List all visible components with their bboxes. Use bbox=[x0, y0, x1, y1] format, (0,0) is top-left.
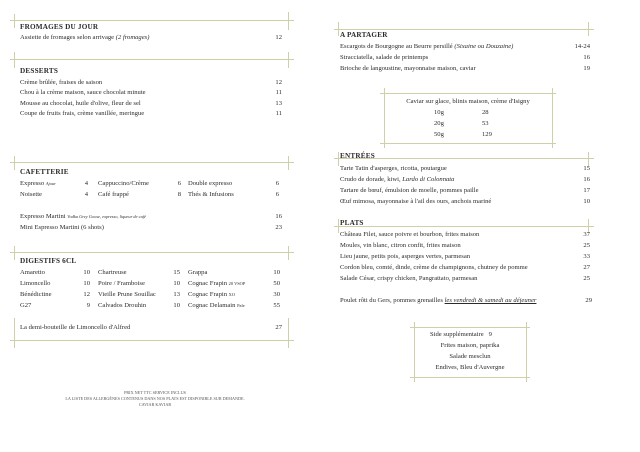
menu-item: Tartare de bœuf, émulsion de moelle, pommes paille bbox=[340, 187, 479, 194]
side-item: Frites maison, paprika bbox=[440, 342, 500, 349]
divider bbox=[410, 377, 530, 378]
menu-item bbox=[340, 175, 454, 185]
menu-item: La demi-bouteille de Limoncello d'Alfred bbox=[20, 324, 131, 331]
menu-item: Château Filet, sauce poivre et bourbon, frites maison bbox=[340, 231, 480, 238]
side-item: Salade mesclun bbox=[449, 353, 491, 360]
section-title-cafetterie: CAFETTERIE bbox=[20, 168, 69, 176]
divider bbox=[410, 327, 530, 328]
divider bbox=[338, 22, 339, 36]
item-price: 8 bbox=[177, 191, 181, 198]
divider bbox=[288, 318, 289, 348]
menu-item: G27 bbox=[20, 302, 32, 309]
item-name: Expresso Martini bbox=[20, 213, 68, 220]
caviar-weight: 10g bbox=[434, 109, 444, 116]
menu-item bbox=[188, 279, 245, 289]
sides-title-label: Side supplémentaire bbox=[430, 331, 484, 338]
item-name: Crudo de dorade, kiwi, bbox=[340, 176, 403, 183]
menu-item: Mousse au chocolat, huile d'olive, fleur de sel bbox=[20, 100, 141, 107]
item-price: 25 bbox=[583, 275, 590, 282]
divider bbox=[338, 152, 339, 166]
menu-item bbox=[188, 301, 245, 311]
menu-item: Cappuccino/Crème bbox=[98, 180, 149, 187]
menu-item: Cordon bleu, comté, dinde, crème de champignons, chutney de pomme bbox=[340, 264, 528, 271]
side-item: Endives, Bleu d'Auvergne bbox=[435, 364, 505, 371]
menu-item: Mini Espresso Martini (6 shots) bbox=[20, 224, 104, 231]
item-note: Ajour bbox=[45, 181, 56, 186]
item-price: 17 bbox=[583, 187, 590, 194]
item-price: 10 bbox=[583, 198, 590, 205]
item-price: 11 bbox=[275, 110, 282, 117]
caviar-weight: 20g bbox=[434, 120, 444, 127]
divider bbox=[10, 20, 294, 21]
divider bbox=[288, 52, 289, 68]
menu-item: Poire / Framboise bbox=[98, 280, 145, 287]
item-name: Poulet rôti du Gers, pommes grenailles bbox=[340, 297, 445, 304]
menu-item bbox=[20, 33, 149, 43]
divider bbox=[14, 246, 15, 260]
item-price: 16 bbox=[583, 54, 590, 61]
divider bbox=[10, 252, 294, 253]
item-note: les vendredi & samedi au déjeuner bbox=[444, 297, 537, 304]
section-title-digestifs: DIGESTIFS 6CL bbox=[20, 257, 77, 265]
item-name: Assiette de fromages selon arrivage bbox=[20, 34, 116, 41]
menu-item: Thés & Infusions bbox=[188, 191, 234, 198]
menu-item: Coupe de fruits frais, crème vanillée, meringue bbox=[20, 110, 145, 117]
item-price: 12 bbox=[275, 34, 282, 41]
item-price: 13 bbox=[173, 291, 180, 298]
menu-item: Crème brûlée, fraises de saison bbox=[20, 79, 103, 86]
item-price: 10 bbox=[173, 302, 180, 309]
menu-item: Chartreuse bbox=[98, 269, 127, 276]
item-note: 20 VSOP bbox=[228, 281, 246, 286]
item-price: 19 bbox=[583, 65, 590, 72]
menu-item bbox=[340, 296, 536, 306]
divider bbox=[14, 14, 15, 28]
divider bbox=[14, 52, 15, 68]
item-price: 15 bbox=[173, 269, 180, 276]
divider bbox=[288, 156, 289, 170]
caviar-weight: 50g bbox=[434, 131, 444, 138]
item-price: 12 bbox=[275, 79, 282, 86]
footer-line: PRIX NET TTC SERVICE INCLUS bbox=[124, 390, 186, 395]
section-title-entrees: ENTRÉES bbox=[340, 152, 375, 160]
item-price: 6 bbox=[275, 180, 279, 187]
menu-item bbox=[20, 179, 56, 189]
item-name: Cognac Frapin bbox=[188, 280, 229, 287]
menu-item bbox=[340, 42, 513, 52]
item-price: 10 bbox=[83, 280, 90, 287]
section-title-desserts: DESSERTS bbox=[20, 67, 59, 75]
item-price: 10 bbox=[173, 280, 180, 287]
menu-item: Limoncello bbox=[20, 280, 51, 287]
menu-item: Amaretto bbox=[20, 269, 45, 276]
item-price: 27 bbox=[275, 324, 282, 331]
item-name: Escargots de Bourgogne au Beurre persillé bbox=[340, 43, 455, 50]
section-title-partager: A PARTAGER bbox=[340, 31, 388, 39]
divider bbox=[334, 29, 594, 30]
item-price: 6 bbox=[275, 191, 279, 198]
item-price: 12 bbox=[83, 291, 90, 298]
item-price: 23 bbox=[275, 224, 282, 231]
menu-item: Brioche de langoustine, mayonnaise maison, caviar bbox=[340, 65, 476, 72]
caviar-title: Caviar sur glace, blinis maison, crème d'Isigny bbox=[406, 98, 530, 105]
divider bbox=[288, 12, 289, 30]
menu-item: Stracciatella, salade de printemps bbox=[340, 54, 429, 61]
divider bbox=[588, 22, 589, 36]
item-price: 37 bbox=[583, 231, 590, 238]
menu-item: Calvados Drouhin bbox=[98, 302, 147, 309]
item-price: 50 bbox=[273, 280, 280, 287]
item-note: Pale bbox=[237, 303, 245, 308]
item-price: 10 bbox=[83, 269, 90, 276]
caviar-price: 53 bbox=[482, 120, 489, 127]
item-price: 6 bbox=[177, 180, 181, 187]
divider bbox=[10, 59, 294, 60]
item-price: 9 bbox=[86, 302, 90, 309]
section-title-plats: PLATS bbox=[340, 219, 364, 227]
divider bbox=[10, 162, 294, 163]
menu-item: Lieu jaune, petits pois, asperges vertes, parmesan bbox=[340, 253, 471, 260]
item-price: 30 bbox=[273, 291, 280, 298]
item-price: 29 bbox=[585, 297, 592, 304]
menu-item: Vieille Prune Souillac bbox=[98, 291, 156, 298]
caviar-price: 28 bbox=[482, 109, 489, 116]
menu-item: Double expresso bbox=[188, 180, 233, 187]
menu-item: Salade César, crispy chicken, Pangrattato, parmesan bbox=[340, 275, 478, 282]
item-price: 13 bbox=[275, 100, 282, 107]
item-note: XO bbox=[228, 292, 235, 297]
menu-item: Grappa bbox=[188, 269, 208, 276]
item-name: Expresso bbox=[20, 180, 46, 187]
footer-line: CAVIAR KAVIAR bbox=[138, 402, 172, 407]
item-note: (Sixaine ou Douzaine) bbox=[454, 43, 514, 50]
sides-price: 9 bbox=[488, 331, 492, 338]
item-price: 33 bbox=[583, 253, 590, 260]
menu-item bbox=[20, 212, 146, 222]
caviar-price: 129 bbox=[482, 131, 492, 138]
menu-item: Tarte Tatin d'asperges, ricotta, poutargue bbox=[340, 165, 447, 172]
section-title-fromages: FROMAGES DU JOUR bbox=[20, 23, 99, 31]
item-price: 4 bbox=[84, 191, 88, 198]
divider bbox=[380, 93, 556, 94]
footer-line: LA LISTE DES ALLERGÈNES CONTENUS DANS NOS PLATS EST DISPONIBLE SUR DEMANDE. bbox=[65, 396, 245, 401]
item-note: Lardo di Colonnata bbox=[402, 176, 455, 183]
item-price: 16 bbox=[275, 213, 282, 220]
item-note: Vodka Grey Goose, expresso, liqueur de café bbox=[67, 214, 146, 219]
divider bbox=[14, 318, 15, 348]
item-price: 27 bbox=[583, 264, 590, 271]
item-name: Cognac Delamain bbox=[188, 302, 238, 309]
item-note: (2 fromages) bbox=[115, 34, 150, 41]
divider bbox=[380, 143, 556, 144]
menu-item: Œuf mimosa, mayonnaise à l'ail des ours, anchois mariné bbox=[340, 198, 492, 205]
menu-item: Moules, vin blanc, citron confit, frites maison bbox=[340, 242, 461, 249]
item-price: 4 bbox=[84, 180, 88, 187]
item-price: 16 bbox=[583, 176, 590, 183]
menu-item: Noisette bbox=[20, 191, 42, 198]
sides-title bbox=[430, 330, 492, 340]
divider bbox=[526, 322, 527, 382]
divider bbox=[552, 88, 553, 148]
divider bbox=[14, 156, 15, 170]
menu-item: Bénédictine bbox=[20, 291, 52, 298]
menu-item: Café frappé bbox=[98, 191, 129, 198]
menu-item bbox=[188, 290, 235, 300]
item-price: 15 bbox=[583, 165, 590, 172]
divider bbox=[338, 219, 339, 233]
item-price: 25 bbox=[583, 242, 590, 249]
item-name: Cognac Frapin bbox=[188, 291, 229, 298]
item-price: 14-24 bbox=[574, 43, 590, 50]
menu-item: Chou à la crème maison, sauce chocolat minute bbox=[20, 89, 146, 96]
divider bbox=[288, 246, 289, 260]
item-price: 55 bbox=[273, 302, 280, 309]
item-price: 11 bbox=[275, 89, 282, 96]
item-price: 10 bbox=[273, 269, 280, 276]
divider bbox=[334, 226, 594, 227]
divider bbox=[10, 340, 294, 341]
